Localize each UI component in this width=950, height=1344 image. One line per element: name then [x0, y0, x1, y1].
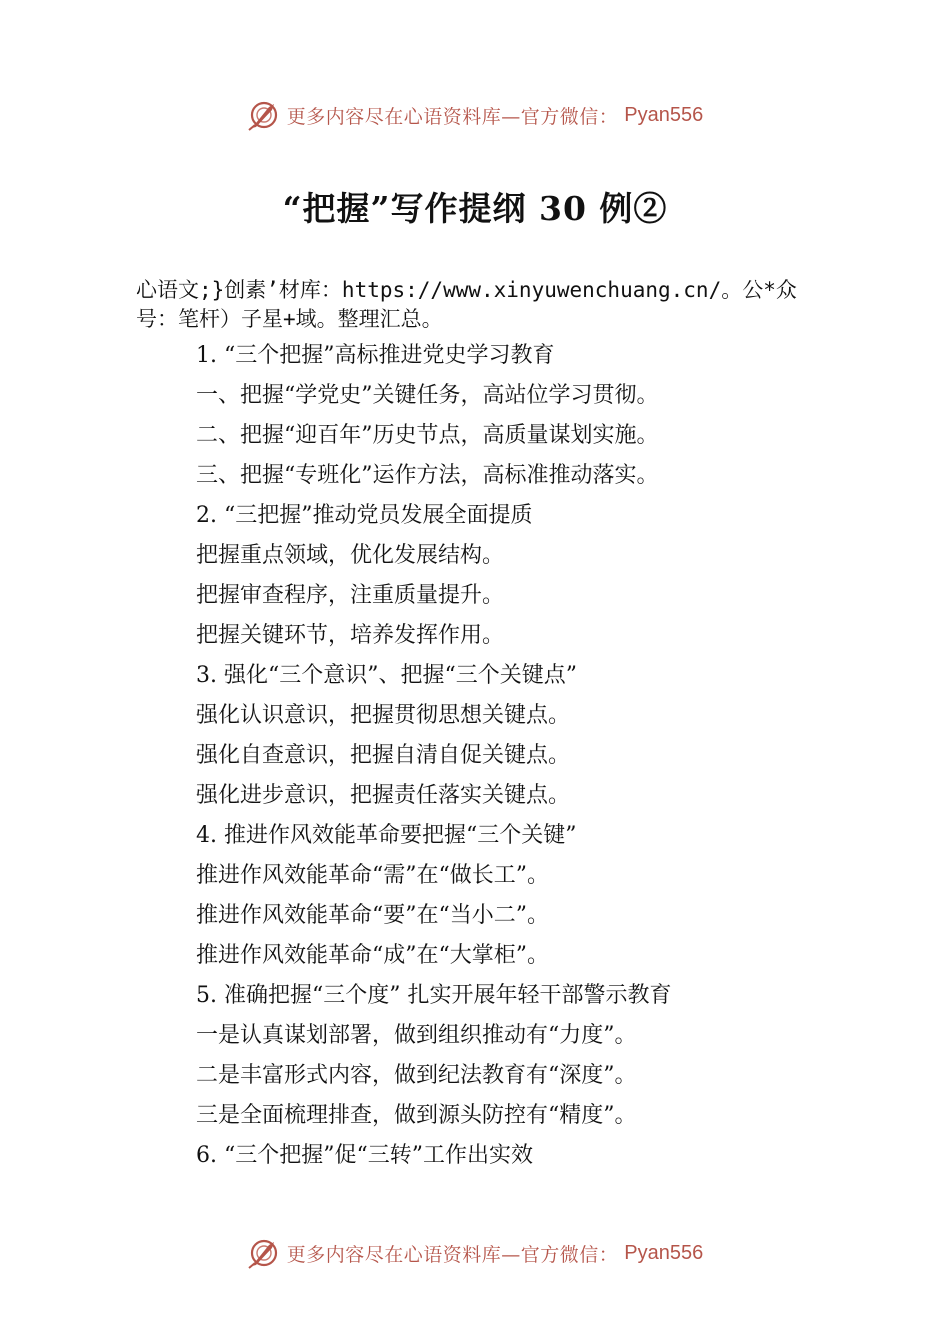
watermark-footer: [0, 1233, 950, 1273]
outline-item: 二是丰富形式内容，做到纪法教育有“深度”。: [196, 1063, 637, 1088]
watermark-text: 更多内容尽在心语资料库—官方微信：: [286, 1243, 619, 1266]
outline-item: 一是认真谋划部署，做到组织推动有“力度”。: [196, 1023, 637, 1048]
outline-heading: 3. 强化“三个意识”、把握“三个关键点”: [196, 663, 577, 688]
document-title: “把握”写作提纲 30 例②: [282, 189, 668, 228]
quill-pen-logo-icon: [247, 98, 281, 132]
outline-item: 一、把握“学党史”关键任务，高站位学习贯彻。: [196, 383, 659, 408]
outline-heading: 6. “三个把握”促“三转”工作出实效: [196, 1143, 533, 1168]
outline-item: 把握重点领域，优化发展结构。: [196, 543, 505, 568]
outline-item: 推进作风效能革命“要”在“当小二”。: [196, 903, 549, 928]
outline-item: 推进作风效能革命“成”在“大掌柜”。: [196, 943, 549, 968]
outline-item: 把握关键环节，培养发挥作用。: [196, 623, 505, 648]
watermark-wechat-id: Pyan556: [624, 103, 704, 126]
outline-heading: 2. “三把握”推动党员发展全面提质: [196, 503, 533, 528]
watermark-wechat-id: Pyan556: [624, 1241, 704, 1264]
outline-item: 强化自查意识，把握自清自促关键点。: [196, 743, 571, 768]
outline-item: 三是全面梳理排查，做到源头防控有“精度”。: [196, 1103, 637, 1128]
outline-item: 三、把握“专班化”运作方法，高标准推动落实。: [196, 463, 659, 488]
outline-item: 把握审查程序，注重质量提升。: [196, 583, 505, 608]
source-note: 心语文;}创素’材库：https://www.xinyuwenchuang.cn/。公*众号：笔杆）子星+域。整理汇总。: [136, 278, 797, 331]
watermark-text: 更多内容尽在心语资料库—官方微信：: [286, 105, 619, 128]
outline-item: 强化进步意识，把握责任落实关键点。: [196, 783, 571, 808]
outline-heading: 5. 准确把握“三个度” 扎实开展年轻干部警示教育: [196, 983, 672, 1008]
outline-heading: 4. 推进作风效能革命要把握“三个关键”: [196, 823, 577, 848]
outline-item: 二、把握“迎百年”历史节点，高质量谋划实施。: [196, 423, 659, 448]
quill-pen-logo-icon: [247, 1236, 281, 1270]
outline-list: [196, 336, 876, 1176]
watermark-header: [0, 95, 950, 135]
outline-item: 强化认识意识，把握贯彻思想关键点。: [196, 703, 571, 728]
outline-heading: 1. “三个把握”高标推进党史学习教育: [196, 343, 555, 368]
outline-item: 推进作风效能革命“需”在“做长工”。: [196, 863, 549, 888]
